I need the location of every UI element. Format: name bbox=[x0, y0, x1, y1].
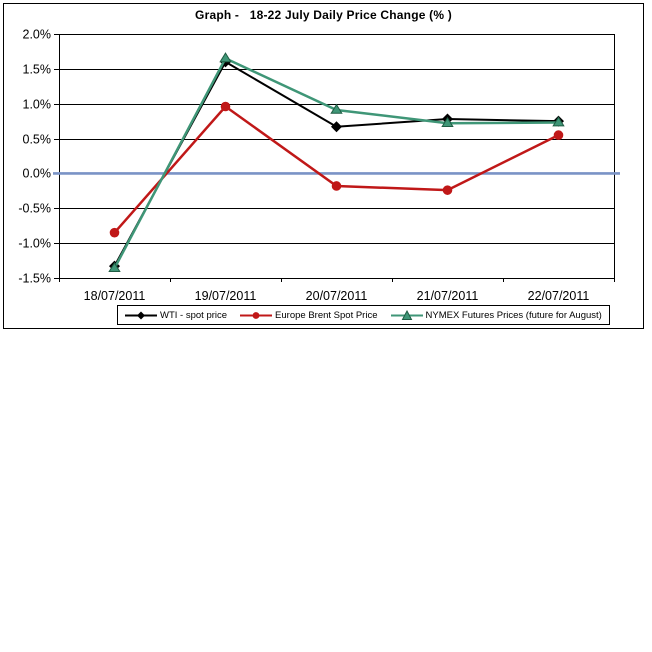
data-point-circle bbox=[443, 186, 452, 195]
x-tick-label: 21/07/2011 bbox=[416, 289, 479, 303]
legend-item-label: NYMEX Futures Prices (future for August) bbox=[425, 309, 602, 321]
y-tick-label: 1.0% bbox=[22, 97, 51, 112]
legend-item-label: WTI - spot price bbox=[160, 309, 228, 321]
data-point-circle bbox=[221, 102, 230, 111]
y-tick-label: -1.0% bbox=[18, 236, 51, 251]
data-point-circle bbox=[332, 182, 341, 191]
legend-item bbox=[391, 310, 602, 321]
y-tick-label: -0.5% bbox=[18, 201, 51, 216]
legend bbox=[117, 305, 610, 325]
series-line-0 bbox=[115, 62, 559, 266]
data-point-circle bbox=[110, 228, 119, 237]
y-tick-label: -1.5% bbox=[18, 271, 51, 286]
data-point-circle bbox=[554, 131, 563, 140]
x-tick-label: 20/07/2011 bbox=[305, 289, 368, 303]
legend-swatch-diamond-icon bbox=[125, 310, 157, 321]
legend-item bbox=[240, 310, 377, 321]
legend-item-label: Europe Brent Spot Price bbox=[275, 309, 378, 321]
legend-swatch-circle-icon bbox=[240, 310, 272, 321]
plot-border bbox=[60, 35, 615, 279]
y-tick-label: 0.0% bbox=[22, 166, 51, 181]
x-tick-label: 18/07/2011 bbox=[83, 289, 146, 303]
price-change-chart bbox=[3, 3, 644, 329]
y-tick-label: 0.5% bbox=[22, 132, 51, 147]
legend-item bbox=[125, 310, 227, 321]
chart-title: Graph - 18-22 July Daily Price Change (% ) bbox=[195, 8, 452, 22]
y-tick-label: 1.5% bbox=[22, 62, 51, 77]
data-point-diamond bbox=[332, 122, 342, 132]
plot-area bbox=[4, 4, 643, 328]
y-tick-label: 2.0% bbox=[22, 27, 51, 42]
legend-swatch-triangle-icon bbox=[391, 310, 423, 321]
x-tick-label: 22/07/2011 bbox=[527, 289, 590, 303]
data-point-triangle bbox=[220, 53, 231, 62]
x-tick-label: 19/07/2011 bbox=[194, 289, 257, 303]
series-line-2 bbox=[115, 58, 559, 268]
